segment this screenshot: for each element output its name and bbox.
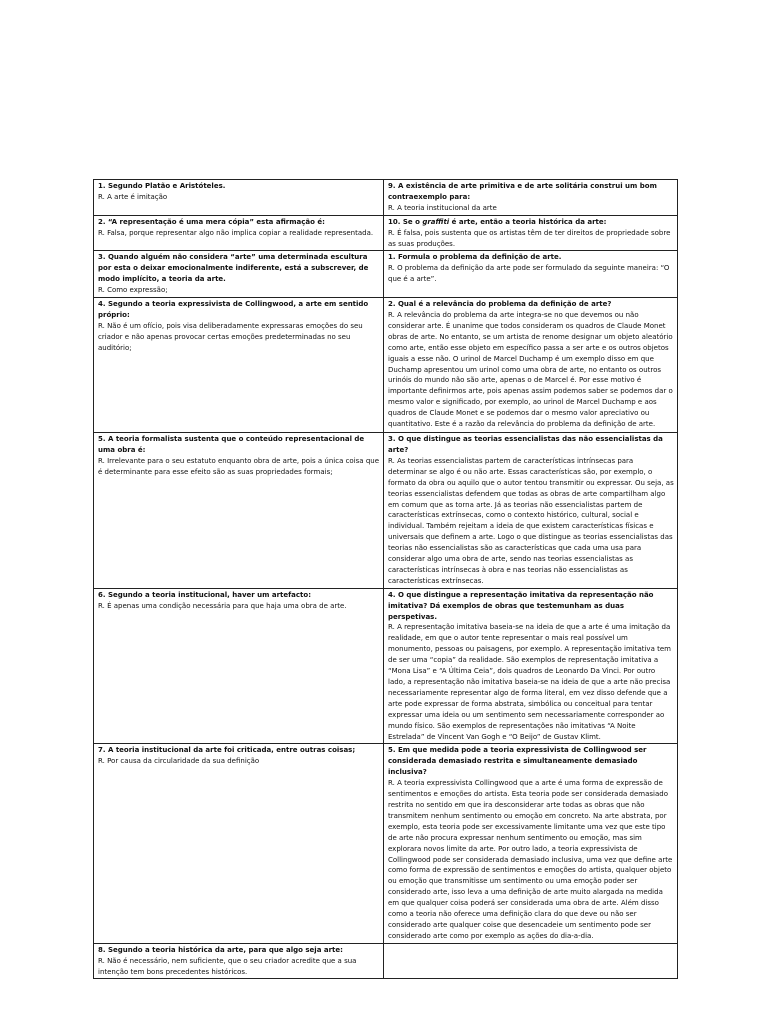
- table-cell: [384, 251, 678, 298]
- table-row: [94, 298, 678, 433]
- answer-text: R. A arte é imitação: [98, 192, 168, 201]
- table-row: [94, 433, 678, 589]
- question-text-part: é arte, então a teoria histórica da arte:: [449, 217, 607, 226]
- answer-text: R. A teoria expressivista Collingwood que a arte é uma forma de expressão de sentimentos e emoções do artista. Esta teoria pode ser considerada demasiado restrita no sentido em que ira desconsiderar arte todas as obras que não transmitem nenhum sentimento ou emoção em concreto. Na arte abstrata, por exemplo, esta teoria pode ser excessivamente limitante uma vez que este tipo de arte não procura expressar nenhum sentimento ou emoção, mas sim explorara novos limite da arte. Por outro lado, a teoria expressivista de Collingwood pode ser considerada demasiado inclusiva, uma vez que define arte como forma de expressão de sentimentos e emoções do artista, qualquer objeto ou emoção que transmitisse um sentimento ou uma emoção poder ser considerado arte, isso leva a uma definição de arte muito alargada na medida em que qualquer coisa poderá ser considerada uma obra de arte. Além disso como a teoria não oferece uma definição clara do que deve ou não ser considerado arte qualquer coise que desencadeie um sentimento pode ser considerado arte como por exemplo as ações do dia-a-dia.: [388, 779, 673, 940]
- question-text: [388, 217, 674, 228]
- answer-text: R. O problema da definição da arte pode ser formulado da seguinte maneira: “O que é a arte”.: [388, 264, 670, 284]
- table-cell: [94, 588, 384, 744]
- table-cell: [384, 180, 678, 216]
- question-text-part: 10. Se o: [388, 217, 423, 226]
- question-text: 6. Segundo a teoria institucional, haver um artefacto:: [98, 590, 312, 599]
- answer-text: R. A relevância do problema da arte integra-se no que devemos ou não considerar arte. É unanime que todos consideram os quadros de Claude Monet obras de arte. No entanto, se um artista de renome designar um objeto aleatório como arte, então esse objeto em específico passa a ser arte e os outros objetos iguais a esse não. O urinol de Marcel Duchamp é um exemplo disso em que Duchamp apresentou um urinol como uma obra de arte, no entanto os outros urinóis do mundo não são arte, apenas o de Marcel é. Por esse motivo é importante definirmos arte, pois apenas assim podemos saber se podemos dar o mesmo valor e significado, por exemplo, ao urinol de Marcel Duchamp e aos quadros de Claude Monet e se podemos dar o mesmo valor apreciativo ou quantitativo. Este é a razão da relevância do problema da definição de arte.: [388, 310, 673, 429]
- answer-text: R. Não é um ofício, pois visa deliberadamente expressaras emoções do seu criador e não apenas provocar certas emoções predeterminadas no seu auditório;: [98, 321, 363, 352]
- table-cell: [384, 215, 678, 251]
- table-cell: [94, 943, 384, 979]
- answer-text: R. É apenas uma condição necessária para que haja uma obra de arte.: [98, 601, 347, 610]
- table-cell: [94, 180, 384, 216]
- table-cell: [94, 433, 384, 589]
- answer-text: R. É falsa, pois sustenta que os artistas têm de ter direitos de propriedade sobre as suas produções.: [388, 228, 671, 248]
- table-row: [94, 215, 678, 251]
- table-cell: [94, 215, 384, 251]
- answer-text: R. Como expressão;: [98, 286, 168, 295]
- answer-text: R. A representação imitativa baseia-se na ideia de que a arte é uma imitação da realidade, em que o autor tente representar o mais real possível um monumento, pessoas ou paisagens, por exemplo. A representação imitativa tem de ser uma “copia” da realidade. São exemplos de representação imitativa a “Mona Lisa” e “A Última Ceia”, dois quadros de Leonardo Da Vinci. Por outro lado, a representação não imitativa baseia-se na ideia de que a arte não precisa necessariamente representar algo de forma literal, em vez disso defende que a arte pode expressar de forma abstrata, simbólica ou conceitual para tentar expressar uma ideia ou um sentimento sem necessariamente corresponder ao mundo físico. São exemplos de representações não imitativas “A Noite Estrelada” de Vincent Van Gogh e “O Beijo” de Gustav Klimt.: [388, 623, 671, 741]
- table-row: [94, 943, 678, 979]
- question-text: 3. Quando alguém não considera “arte” uma determinada escultura por esta o deixar emocionalmente indiferente, está a subscrever, de modo implícito, a teoria da arte.: [98, 253, 369, 284]
- answer-text: R. Não é necessário, nem suficiente, que o seu criador acredite que a sua intenção tem bons precedentes históricos.: [98, 956, 357, 976]
- table-row: [94, 251, 678, 298]
- question-text: 4. Segundo a teoria expressivista de Collingwood, a arte em sentido próprio:: [98, 300, 369, 319]
- empty-table-cell: [384, 943, 678, 979]
- answer-text: R. Irrelevante para o seu estatuto enquanto obra de arte, pois a única coisa que é determinante para esse efeito são as suas propriedades formais;: [98, 456, 380, 476]
- question-text: 4. O que distingue a representação imitativa da representação não imitativa? Dá exemplos de obras que testemunham as duas perspetivas.: [388, 590, 654, 621]
- question-text: 1. Segundo Platão e Aristóteles.: [98, 182, 226, 190]
- answer-text: R. As teorias essencialistas partem de características intrínsecas para determinar se algo é ou não arte. Essas características são, por exemplo, o formato da obra ou aquilo que o autor tentou transmitir ou expressar. Ou seja, as teorias essencialistas defendem que todas as obras de arte compartilham algo em comum que as torna arte. Já as teorias não essencialistas partem de características extrínsecas, como o contexto histórico, cultural, social e individual. Também rejeitam a ideia de que existem características físicas e universais que definem a arte. Logo o que distingue as teorias essencialistas das teorias não essencialistas são as características que cada uma usa para considerar algo uma obra de arte, sendo nas teorias essencialistas as características intrínsecas à obra e nas teorias não essencialistas as características extrínsecas.: [388, 456, 674, 585]
- question-text: 7. A teoria institucional da arte foi criticada, entre outras coisas;: [98, 746, 356, 755]
- question-text: 2. Qual é a relevância do problema da definição de arte?: [388, 300, 612, 309]
- table-row: [94, 744, 678, 943]
- table-cell: [94, 251, 384, 298]
- answer-text: R. Por causa da circularidade da sua definição: [98, 757, 260, 766]
- table-cell: [94, 744, 384, 943]
- qa-table: [93, 179, 678, 979]
- table-cell: [384, 744, 678, 943]
- table-cell: [94, 298, 384, 433]
- question-text: 5. A teoria formalista sustenta que o conteúdo representacional de uma obra é:: [98, 435, 365, 454]
- answer-text: R. A teoria institucional da arte: [388, 203, 497, 212]
- table-cell: [384, 588, 678, 744]
- answer-text: R. Falsa, porque representar algo não implica copiar a realidade representada.: [98, 228, 374, 237]
- question-text-italic: graffiti: [422, 217, 450, 226]
- table-row: [94, 180, 678, 216]
- table-row: [94, 588, 678, 744]
- question-text: 2. “A representação é uma mera cópia” esta afirmação é:: [98, 217, 325, 226]
- table-cell: [384, 433, 678, 589]
- table-cell: [384, 298, 678, 433]
- question-text: 5. Em que medida pode a teoria expressivista de Collingwood ser considerada demasiado restrita e simultaneamente demasiado inclusiva?: [388, 746, 647, 777]
- question-text: 3. O que distingue as teorias essencialistas das não essencialistas da arte?: [388, 435, 663, 454]
- question-text: 8. Segundo a teoria histórica da arte, para que algo seja arte:: [98, 945, 343, 954]
- question-text: 1. Formula o problema da definição de arte.: [388, 253, 562, 262]
- question-text: 9. A existência de arte primitiva e de arte solitária construi um bom contraexemplo para:: [388, 182, 657, 201]
